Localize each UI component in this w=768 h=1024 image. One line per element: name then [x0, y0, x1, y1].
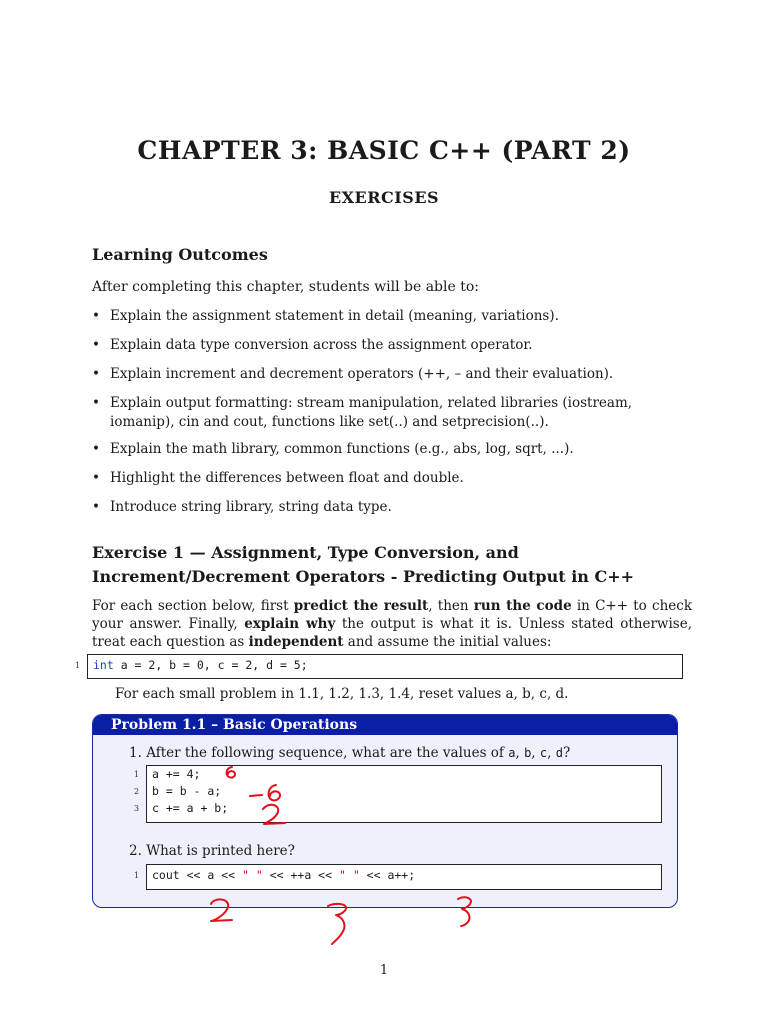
problem-title: Problem 1.1 – Basic Operations: [93, 715, 677, 735]
question-1: 1. After the following sequence, what are the values of a, b, c, d?: [129, 745, 571, 761]
bullet-icon: •: [92, 499, 100, 515]
handwritten-mark: [328, 904, 346, 944]
outcome-item: • Explain data type conversion across the assignment operator.: [92, 337, 533, 353]
line-number: 1: [134, 770, 140, 779]
handwritten-mark: [250, 795, 262, 796]
line-number: 3: [134, 804, 140, 813]
learning-outcomes-intro: After completing this chapter, students will be able to:: [92, 279, 479, 295]
code-string: " ": [242, 868, 263, 882]
exercises-subtitle: EXERCISES: [328, 188, 440, 207]
code-keyword: int: [93, 658, 114, 672]
code-string: " ": [338, 868, 360, 882]
learning-outcomes-heading: Learning Outcomes: [92, 245, 268, 264]
outcome-item: • Highlight the differences between float and double.: [92, 470, 464, 486]
reset-note: For each small problem in 1.1, 1.2, 1.3, 1.4, reset values a, b, c, d.: [115, 686, 569, 702]
outcome-item: • Explain the math library, common functions (e.g., abs, log, sqrt, ...).: [92, 441, 574, 457]
code-text: a += 4;: [152, 767, 201, 781]
line-number: 1: [134, 871, 140, 880]
code-text: b = b - a;: [152, 784, 222, 798]
line-number: 2: [134, 787, 140, 796]
exercise-1-instructions: For each section below, first predict the result, then run the code in C++ to check your answer. Finally, explain why the output is what it is. Unless stated otherwise, treat each question as independent and assume the initial values:: [92, 598, 692, 650]
bullet-icon: •: [92, 470, 100, 486]
question-2: 2. What is printed here?: [129, 843, 295, 859]
bullet-icon: •: [92, 441, 100, 457]
chapter-title: CHAPTER 3: BASIC C++ (PART 2): [137, 136, 631, 165]
bullet-icon: •: [92, 366, 100, 382]
bullet-icon: •: [92, 395, 100, 411]
outcome-item: • Explain output formatting: stream manipulation, related libraries (iostream, iomanip), cin and cout, functions like set(..) and setprecision(..).: [92, 395, 633, 430]
line-number: 1: [75, 661, 81, 670]
code-text: c += a + b;: [152, 801, 229, 815]
handwritten-mark: [458, 897, 471, 926]
exercise-1-heading: Exercise 1 — Assignment, Type Conversion, and Increment/Decrement Operators - Predicting Output in C++: [92, 543, 635, 586]
code-text: a = 2, b = 0, c = 2, d = 5;: [113, 658, 308, 672]
handwritten-mark: [211, 899, 232, 921]
handwritten-mark: [269, 785, 281, 800]
handwritten-mark: [263, 805, 285, 824]
bullet-icon: •: [92, 308, 100, 324]
code-text: cout << a <<: [152, 868, 243, 882]
outcome-item: • Introduce string library, string data type.: [92, 499, 392, 515]
handwritten-mark: [227, 767, 235, 778]
outcome-item: • Explain the assignment statement in detail (meaning, variations).: [92, 308, 559, 324]
code-text: << ++a <<: [262, 868, 339, 882]
code-text: << a++;: [359, 868, 416, 882]
page-number: 1: [379, 963, 389, 978]
outcome-item: • Explain increment and decrement operators (++, – and their evaluation).: [92, 366, 614, 382]
bullet-icon: •: [92, 337, 100, 353]
